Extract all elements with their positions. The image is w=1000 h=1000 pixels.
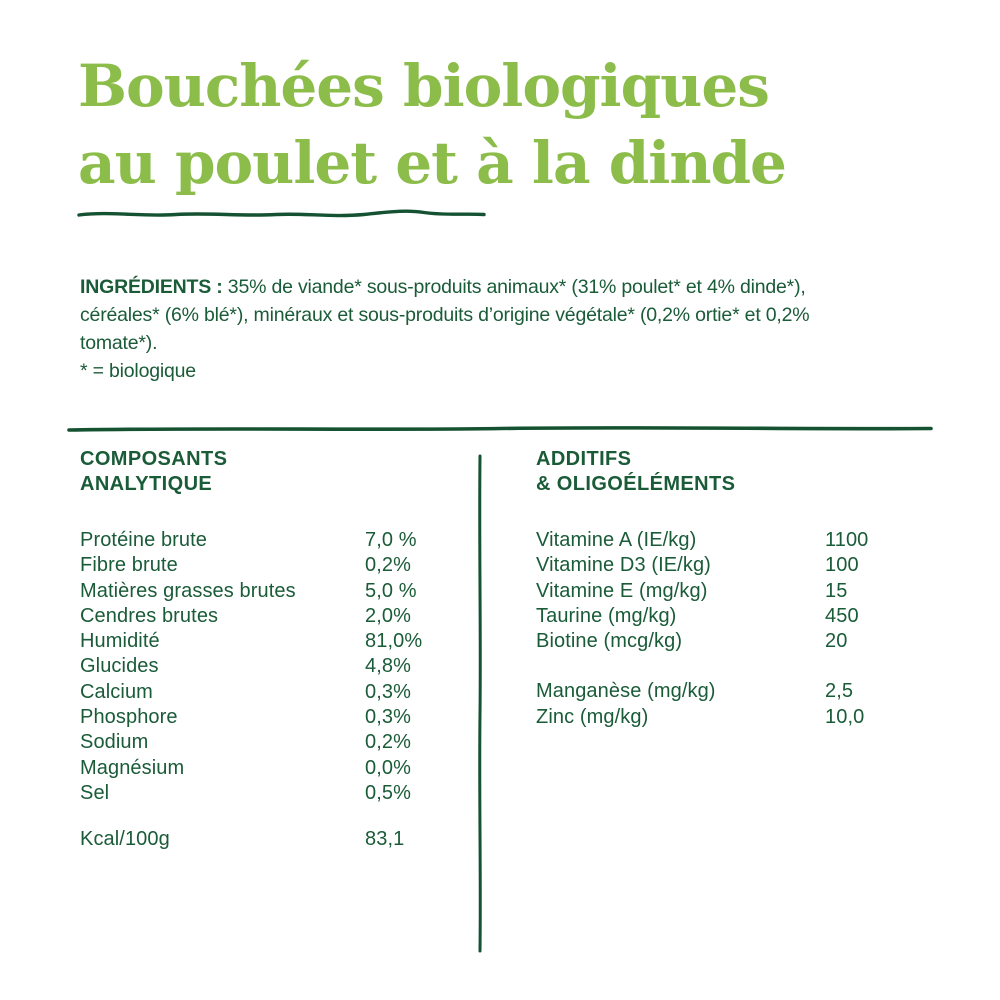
row-value: 20 [825, 630, 848, 653]
analytical-components-table [80, 528, 472, 853]
table-row [80, 629, 472, 654]
row-label: Vitamine D3 (IE/kg) [536, 554, 711, 577]
table-row [80, 528, 472, 553]
table-row [80, 654, 472, 679]
row-value: 83,1 [365, 828, 405, 851]
row-value: 2,0% [365, 604, 411, 627]
analytical-heading-line1: COMPOSANTS [80, 448, 228, 470]
additives-heading-line1: ADDITIFS [536, 448, 632, 470]
ingredients-footnote: * = biologique [80, 360, 196, 382]
table-row [80, 781, 472, 806]
row-value: 5,0 % [365, 579, 417, 602]
page-title-line1: Bouchées biologiques [78, 52, 769, 120]
page-title [78, 48, 786, 202]
ingredients-line2: céréales* (6% blé*), minéraux et sous-produits d’origine végétale* (0,2% ortie* et 0,2% [80, 304, 810, 326]
table-row-kcal [80, 827, 472, 852]
row-label: Vitamine A (IE/kg) [536, 529, 697, 551]
table-row [536, 604, 936, 629]
table-row [536, 579, 936, 604]
row-value: 0,2% [365, 731, 411, 754]
row-value: 100 [825, 554, 859, 577]
row-label: Calcium [80, 680, 153, 703]
row-value: 0,3% [365, 706, 411, 729]
row-label: Sodium [80, 731, 149, 754]
table-row [80, 680, 472, 705]
row-value: 10,0 [825, 705, 865, 728]
vertical-divider [476, 454, 484, 954]
table-row [80, 705, 472, 730]
row-label: Manganèse (mg/kg) [536, 680, 716, 703]
ingredients-line1 [80, 276, 806, 298]
ingredients-paragraph [80, 273, 960, 385]
ingredients-label: INGRÉDIENTS : [80, 276, 223, 298]
row-value: 0,0% [365, 756, 411, 779]
row-value: 0,5% [365, 781, 411, 804]
row-label: Cendres brutes [80, 604, 219, 627]
row-value: 0,3% [365, 680, 411, 703]
row-label: Magnésium [80, 756, 185, 779]
row-label: Phosphore [80, 706, 178, 729]
table-row [80, 756, 472, 781]
row-label: Zinc (mg/kg) [536, 705, 649, 728]
table-row [536, 629, 936, 654]
additives-heading [536, 447, 735, 497]
analytical-heading-line2: ANALYTIQUE [80, 473, 213, 495]
table-row [536, 553, 936, 578]
table-row [536, 528, 936, 553]
page-title-line2: au poulet et à la dinde [78, 129, 786, 197]
additives-table [536, 528, 936, 730]
row-value: 450 [825, 604, 859, 627]
analytical-components-heading [80, 447, 227, 497]
row-value: 7,0 % [365, 529, 417, 551]
horizontal-rule [66, 424, 934, 434]
table-row [80, 730, 472, 755]
wavy-underline [76, 204, 488, 222]
row-label: Protéine brute [80, 529, 208, 551]
row-label: Glucides [80, 655, 159, 678]
row-value: 2,5 [825, 680, 854, 703]
row-value: 0,2% [365, 554, 411, 577]
row-value: 15 [825, 579, 848, 602]
table-row [80, 604, 472, 629]
table-row [536, 679, 936, 704]
row-value: 81,0% [365, 630, 423, 653]
row-label: Fibre brute [80, 554, 178, 577]
row-label: Matières grasses brutes [80, 579, 296, 602]
table-row [80, 553, 472, 578]
row-label: Humidité [80, 630, 160, 653]
ingredients-line1-text: 35% de viande* sous-produits animaux* (31% poulet* et 4% dinde*), [227, 276, 806, 298]
table-row [80, 579, 472, 604]
row-value: 1100 [825, 529, 869, 551]
row-label: Taurine (mg/kg) [536, 604, 677, 627]
row-value: 4,8% [365, 655, 411, 678]
row-label: Sel [80, 781, 110, 804]
table-row [536, 705, 936, 730]
additives-heading-line2: & OLIGOÉLÉMENTS [536, 473, 736, 495]
row-label: Vitamine E (mg/kg) [536, 579, 708, 602]
row-label: Kcal/100g [80, 828, 170, 851]
ingredients-line3: tomate*). [80, 332, 158, 354]
row-label: Biotine (mcg/kg) [536, 630, 683, 653]
